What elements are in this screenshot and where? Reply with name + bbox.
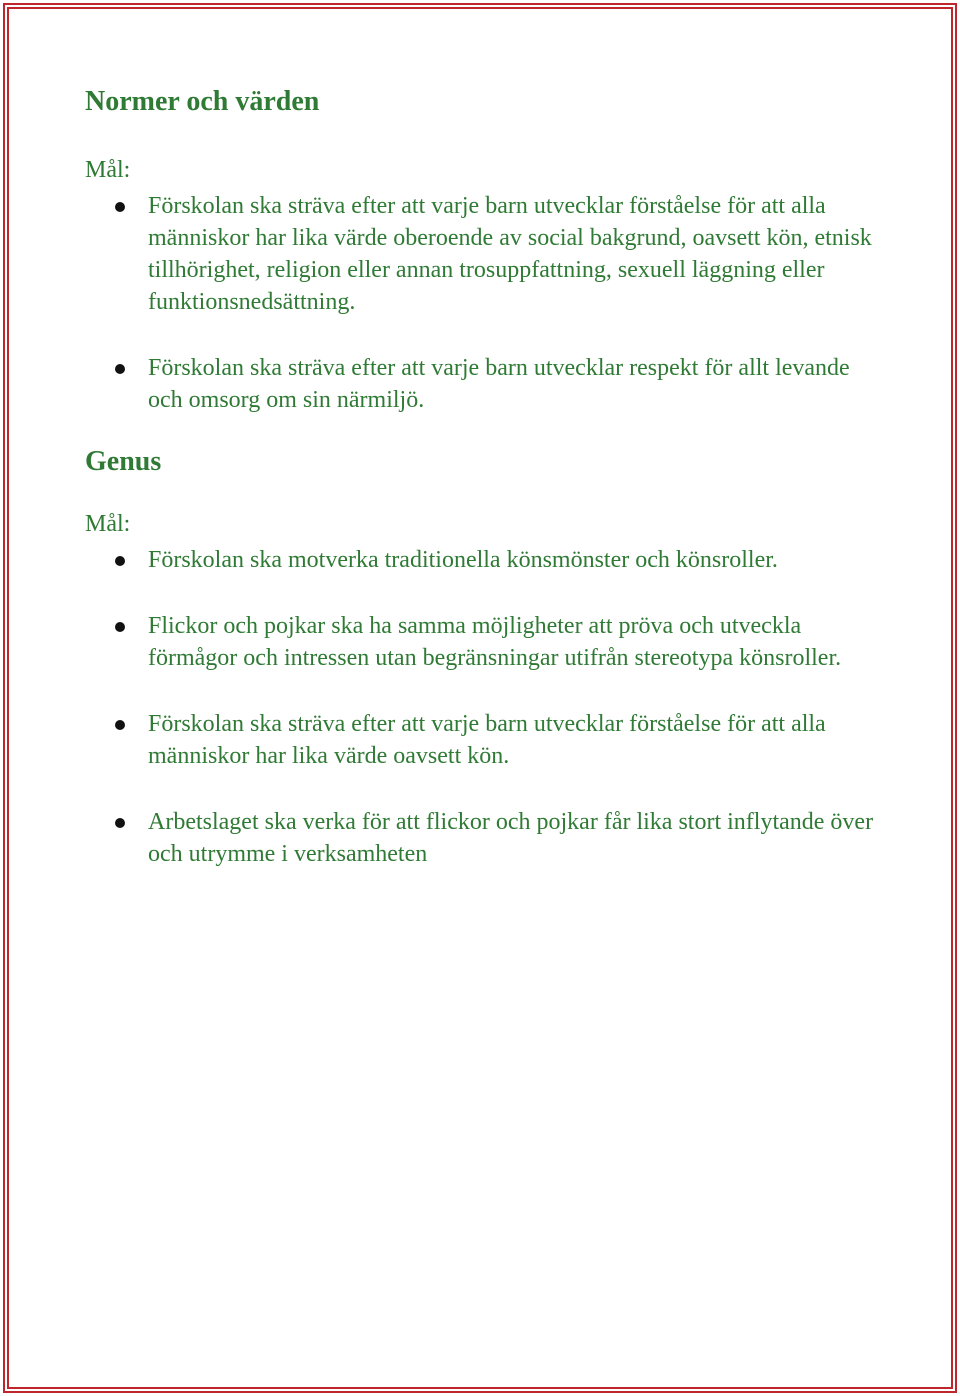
list-item-text: Arbetslaget ska verka för att flickor och pojkar får lika stort inflytande över och utrymme i verksamheten bbox=[148, 809, 874, 867]
list-item bbox=[85, 352, 885, 416]
list-item-text: Förskolan ska sträva efter att varje barn utvecklar förståelse för att alla människor har lika värde oberoende av social bakgrund, oavsett kön, etnisk tillhörighet, religion eller annan trosuppfattning, sexuell läggning eller funktionsnedsättning. bbox=[148, 193, 872, 315]
section-heading-genus: Genus bbox=[85, 446, 162, 477]
bullet-icon bbox=[115, 818, 125, 828]
list-item-text: Förskolan ska sträva efter att varje barn utvecklar förståelse för att alla människor har lika värde oavsett kön. bbox=[148, 711, 826, 769]
list-item bbox=[85, 544, 885, 576]
goal-list-normer bbox=[85, 190, 885, 416]
list-item bbox=[85, 610, 885, 674]
bullet-icon bbox=[115, 364, 125, 374]
goals-label: Mål: bbox=[85, 157, 131, 183]
goal-list-genus bbox=[85, 544, 885, 870]
list-item-text: Förskolan ska sträva efter att varje barn utvecklar respekt för allt levande och omsorg om sin närmiljö. bbox=[148, 355, 850, 413]
bullet-icon bbox=[115, 720, 125, 730]
bullet-icon bbox=[115, 202, 125, 212]
section-heading-normer-och-varden: Normer och värden bbox=[85, 86, 320, 117]
list-item bbox=[85, 806, 885, 870]
document-body bbox=[85, 84, 885, 870]
bullet-icon bbox=[115, 622, 125, 632]
list-item bbox=[85, 190, 885, 318]
goals-label: Mål: bbox=[85, 511, 131, 537]
list-item-text: Förskolan ska motverka traditionella könsmönster och könsroller. bbox=[148, 547, 778, 573]
list-item bbox=[85, 708, 885, 772]
bullet-icon bbox=[115, 556, 125, 566]
list-item-text: Flickor och pojkar ska ha samma möjligheter att pröva och utveckla förmågor och intressen utan begränsningar utifrån stereotypa könsroller. bbox=[148, 613, 842, 671]
